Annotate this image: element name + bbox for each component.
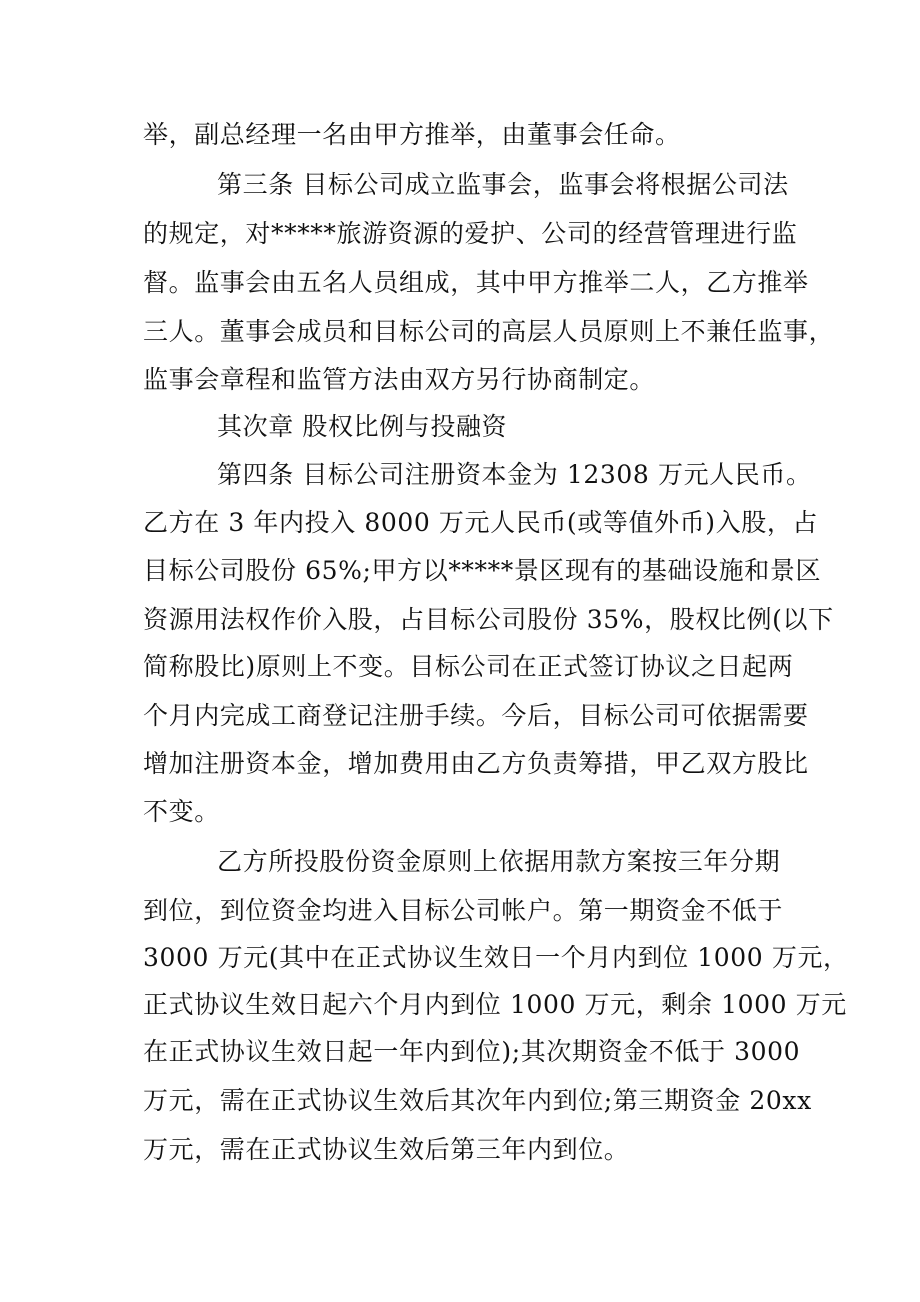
- article-4-heading-line: 第四条 目标公司注册资本金为 12308 万元人民币。: [217, 460, 812, 489]
- paragraph-start-line: 乙方所投股份资金原则上依据用款方案按三年分期: [217, 847, 781, 876]
- text-line: 简称股比)原则上不变。目标公司在正式签订协议之日起两: [143, 652, 794, 681]
- text-line: 增加注册资本金，增加费用由乙方负责筹措，甲乙双方股比: [143, 749, 809, 778]
- text-line: 万元，需在正式协议生效后第三年内到位。: [143, 1135, 630, 1164]
- text-line: 的规定，对*****旅游资源的爱护、公司的经营管理进行监: [143, 219, 798, 248]
- text-line: 督。监事会由五名人员组成，其中甲方推举二人，乙方推举: [143, 268, 809, 297]
- chapter-heading: 其次章 股权比例与投融资: [217, 412, 508, 441]
- text-line: 万元，需在正式协议生效后其次年内到位;第三期资金 20xx: [143, 1086, 812, 1115]
- text-line: 目标公司股份 65%;甲方以*****景区现有的基础设施和景区: [143, 556, 822, 585]
- text-line: 举，副总经理一名由甲方推举，由董事会任命。: [143, 120, 681, 149]
- text-line: 资源用法权作价入股，占目标公司股份 35%，股权比例(以下: [143, 605, 834, 634]
- text-line: 不变。: [143, 797, 220, 826]
- text-line: 3000 万元(其中在正式协议生效日一个月内到位 1000 万元，: [143, 943, 849, 972]
- text-line: 在正式协议生效日起一年内到位);其次期资金不低于 3000: [143, 1037, 801, 1066]
- text-line: 乙方在 3 年内投入 8000 万元人民币(或等值外币)入股，占: [143, 508, 819, 537]
- text-line: 到位，到位资金均进入目标公司帐户。第一期资金不低于: [143, 896, 784, 925]
- text-line: 三人。董事会成员和目标公司的高层人员原则上不兼任监事，: [143, 317, 835, 346]
- article-3-heading-line: 第三条 目标公司成立监事会，监事会将根据公司法: [217, 170, 789, 199]
- text-line: 个月内完成工商登记注册手续。今后，目标公司可依据需要: [143, 701, 809, 730]
- text-line: 正式协议生效日起六个月内到位 1000 万元，剩余 1000 万元: [143, 990, 847, 1019]
- text-line: 监事会章程和监管方法由双方另行协商制定。: [143, 365, 656, 394]
